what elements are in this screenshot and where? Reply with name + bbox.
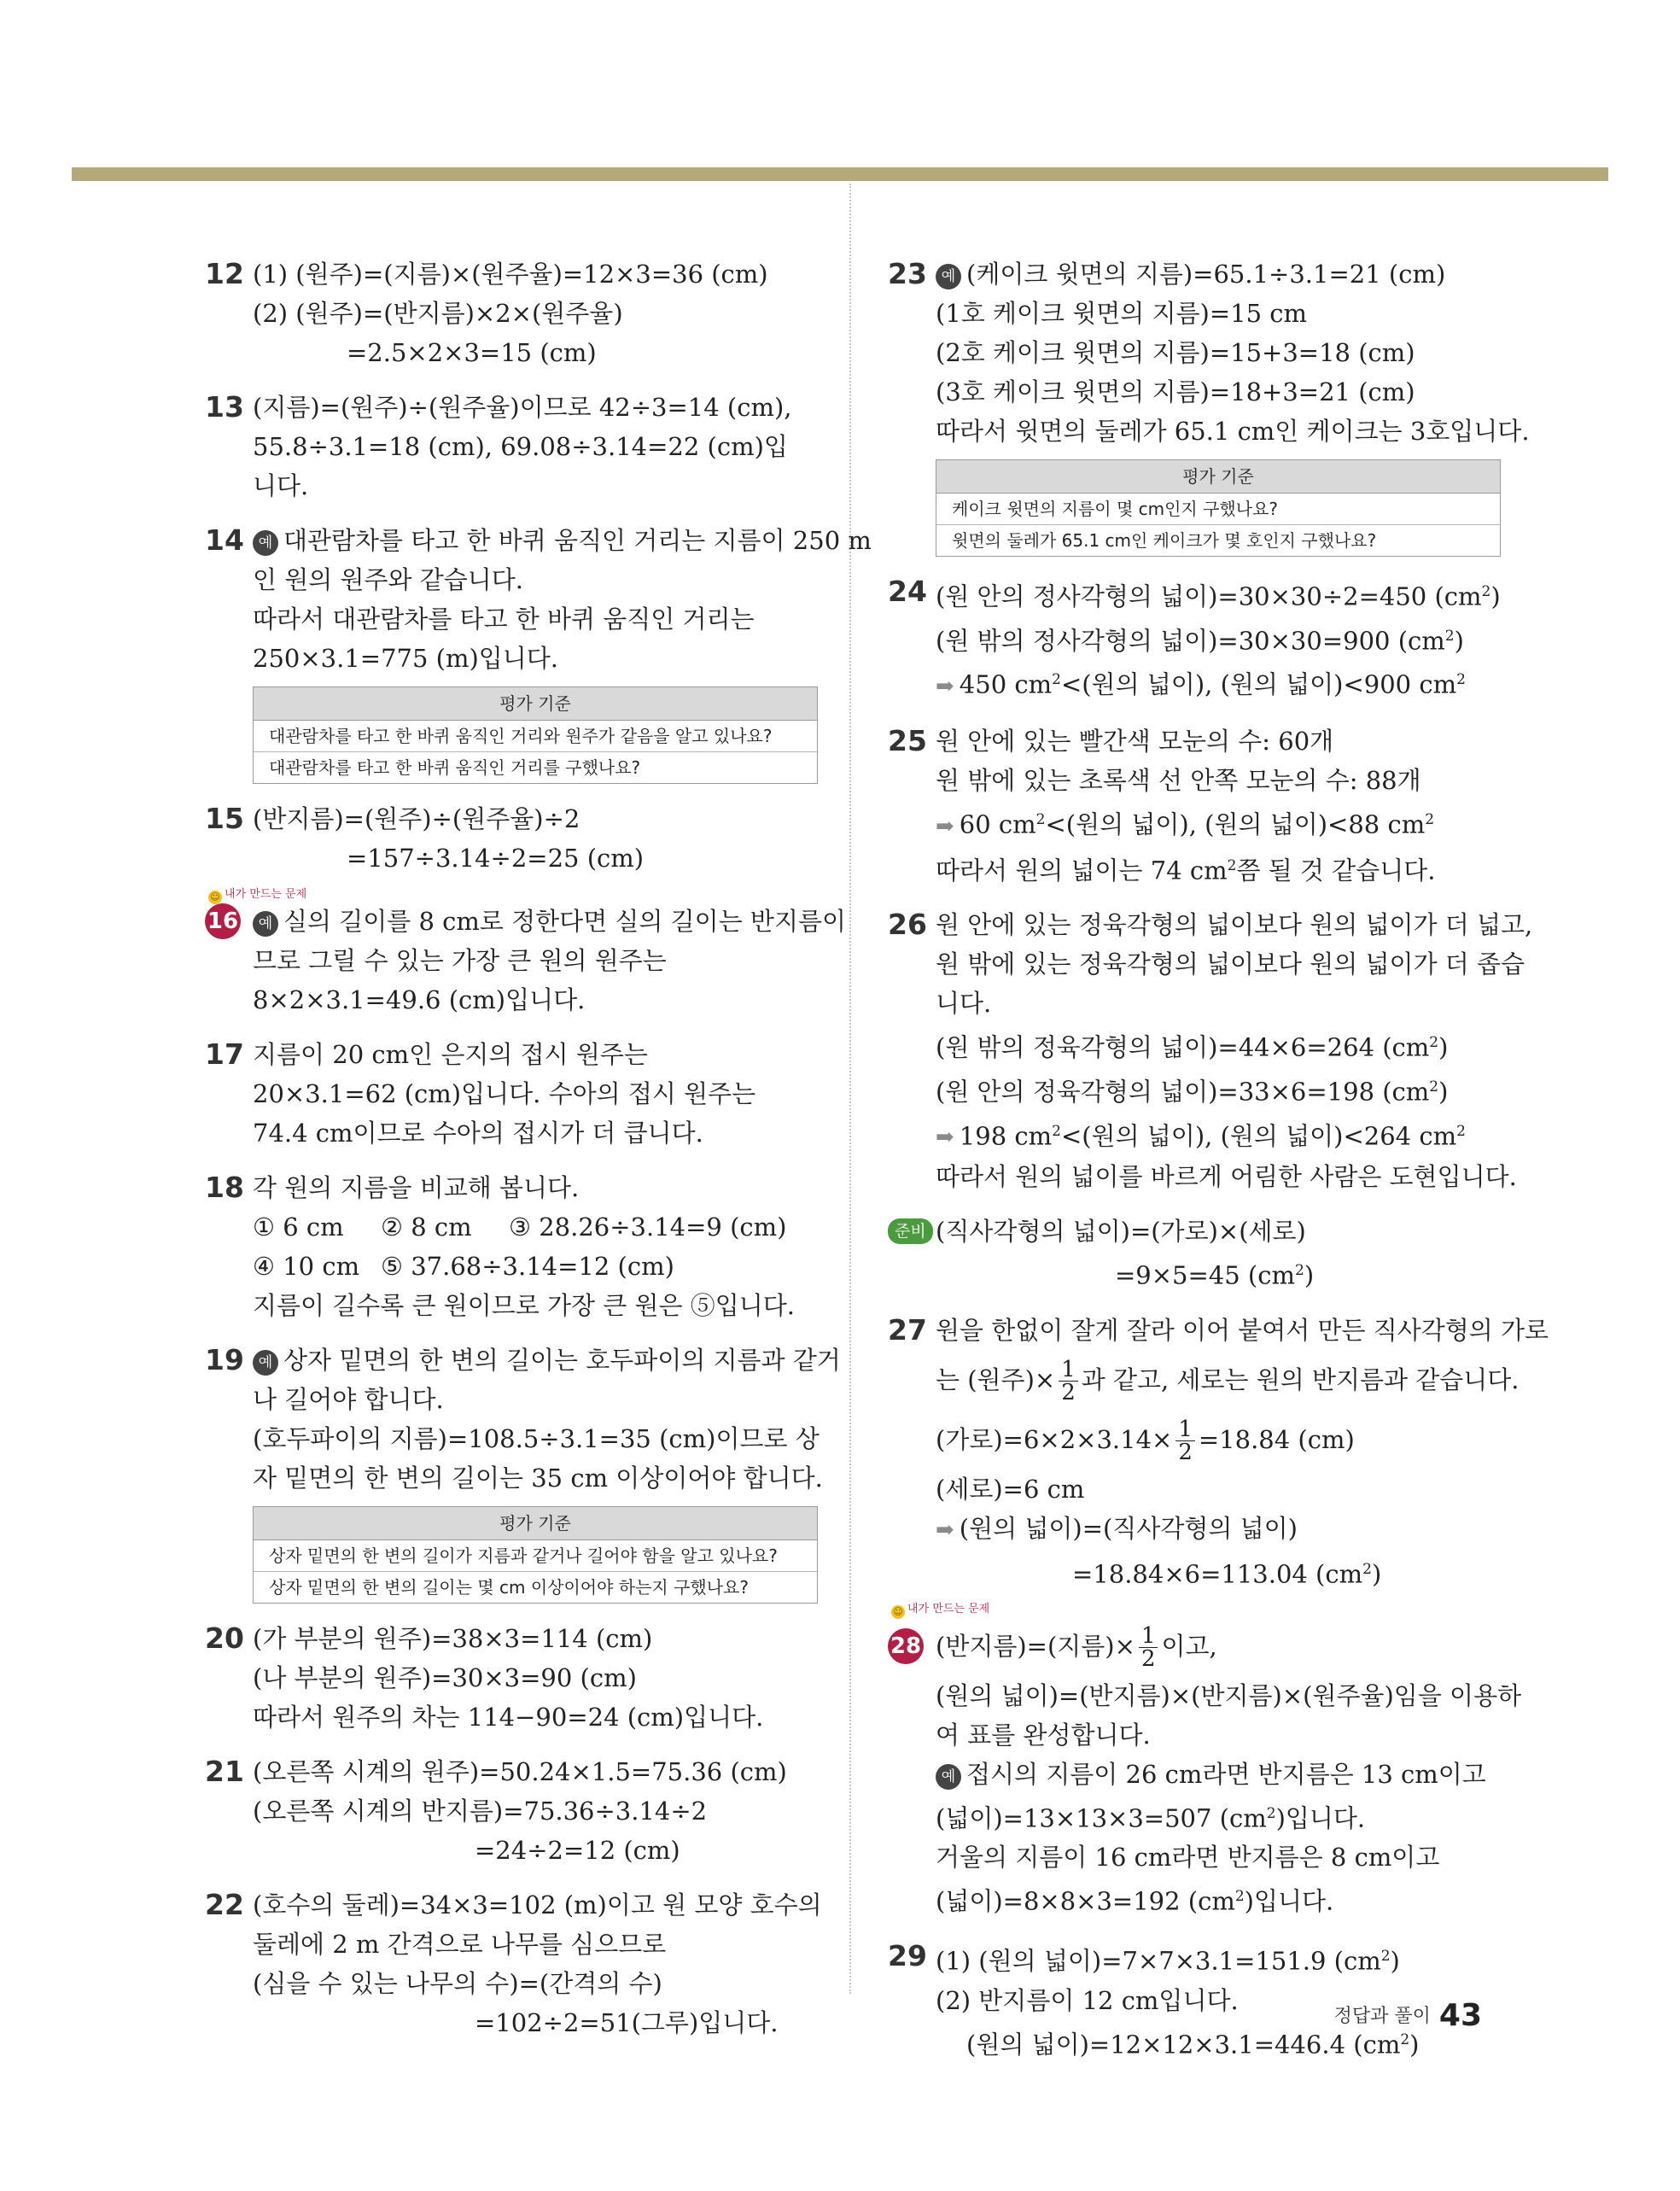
table-header: 평가 기준	[936, 460, 1500, 494]
problem-number: 13	[205, 390, 244, 424]
problem-number: 21	[205, 1755, 244, 1788]
table-header: 평가 기준	[254, 687, 817, 721]
text-line: 원 안에 있는 빨간색 모눈의 수: 60개	[936, 726, 1334, 756]
text-line: 자 밑면의 한 변의 길이는 35 cm 이상이어야 합니다.	[253, 1464, 823, 1493]
problem-number: 18	[205, 1171, 244, 1204]
left-column	[205, 254, 872, 2058]
answer-option: ④ 10 cm	[253, 1252, 360, 1281]
fraction: $\frac{1}{2}$	[1059, 1358, 1078, 1404]
text-line: 므로 그릴 수 있는 가장 큰 원의 원주는	[253, 946, 667, 975]
table-row: 상자 밑면의 한 변의 길이가 지름과 같거나 길어야 함을 알고 있나요?	[254, 1540, 817, 1572]
text-line: (세로)=6 cm	[936, 1474, 1085, 1504]
my-problem-tag: ☺ 내가 만드는 문제	[208, 885, 306, 904]
problem-number: 27	[888, 1312, 927, 1347]
text-line: (오른쪽 시계의 원주)=50.24×1.5=75.36 (cm)	[253, 1757, 787, 1786]
answer-option: ⑤ 37.68÷3.14=12 (cm)	[381, 1252, 674, 1281]
answer-option: ③ 28.26÷3.14=9 (cm)	[509, 1212, 787, 1242]
text-line: 따라서 윗면의 둘레가 65.1 cm인 케이크는 3호입니다.	[936, 417, 1530, 446]
arrow-icon: ➡	[936, 813, 954, 839]
problem-number: 19	[205, 1343, 244, 1376]
problem-number: 14	[205, 523, 244, 557]
problem-28: ☺ 내가 만드는 문제 28 (반지름)=(지름)× $\frac{1}{2}$ 이고, (원의 넓이)=(반지름)×(반지름)×(원주율)임을 이용하 여 표를 완성합니다. 예 접시의 지름이 26 cm라면 반지름은 13 cm이고 (넓이)=13×13×3=507 $(cm^2)$입니다. 거울의 지름이 16 cm라면 반지름은 8 cm이고 (넓이)=8×8×3=192 $(cm^2)$입니다.	[888, 1616, 1502, 1921]
evaluation-table	[253, 687, 818, 784]
text-line: (2호 케이크 윗면의 지름)=15+3=18 (cm)	[936, 338, 1415, 367]
text-line: 둘레에 2 m 간격으로 나무를 심으므로	[253, 1930, 667, 1959]
problem-29: 29 (1) (원의 넓이)=7×7×3.1=151.9 $(cm^2)$ (2) 반지름이 12 cm입니다. (원의 넓이)=12×12×3.1=446.4 $(cm^2)$	[888, 1937, 1502, 2064]
problem-14	[205, 521, 872, 784]
text-line: (오른쪽 시계의 반지름)=75.36÷3.14÷2	[253, 1797, 708, 1826]
answer-option: ② 8 cm	[381, 1212, 472, 1242]
right-column	[888, 254, 1549, 2079]
problem-16	[205, 888, 846, 1020]
problem-18	[205, 1168, 820, 1325]
fraction: $\frac{1}{2}$	[1139, 1625, 1158, 1670]
text-line: (호두파이의 지름)=108.5÷3.1=35 (cm)이므로 상	[253, 1424, 820, 1453]
problem-number-badge: 16	[205, 903, 241, 939]
problem-12	[205, 254, 820, 372]
problem-number: 20	[205, 1621, 244, 1655]
problem-number: 24	[888, 575, 927, 608]
text-line: 74.4 cm이므로 수아의 접시가 더 큽니다.	[253, 1119, 703, 1148]
text-line: =24÷2=12 (cm)	[475, 1836, 680, 1865]
problem-19	[205, 1341, 841, 1604]
text-line: 55.8÷3.1=18 (cm), 69.08÷3.14=22 (cm)입	[253, 432, 788, 461]
evaluation-table	[253, 1506, 818, 1604]
text-line: 원 밖에 있는 초록색 선 안쪽 모눈의 수: 88개	[936, 765, 1421, 795]
problem-22	[205, 1885, 820, 2042]
text-line: (반지름)=(원주)÷(원주율)÷2	[253, 804, 580, 833]
text-line: 거울의 지름이 16 cm라면 반지름은 8 cm이고	[936, 1843, 1440, 1873]
text-line: 원 밖에 있는 정육각형의 넓이보다 원의 넓이가 더 좁습	[936, 949, 1525, 979]
fraction: $\frac{1}{2}$	[1175, 1418, 1195, 1464]
page-number: 43	[1438, 1998, 1482, 2033]
problem-13	[205, 388, 820, 505]
text-line: (지름)=(원주)÷(원주율)이므로 42÷3=14 (cm),	[253, 393, 792, 422]
problem-21	[205, 1752, 820, 1870]
table-header: 평가 기준	[254, 1507, 817, 1540]
text-line: 나 길어야 합니다.	[253, 1385, 444, 1414]
problem-15	[205, 799, 820, 878]
text-line: =2.5×2×3=15 (cm)	[347, 338, 597, 367]
text-line: 8×2×3.1=49.6 (cm)입니다.	[253, 985, 586, 1014]
text-line: (3호 케이크 윗면의 지름)=18+3=21 (cm)	[936, 377, 1415, 406]
text-line: 따라서 원의 넓이를 바르게 어림한 사람은 도현입니다.	[936, 1162, 1517, 1192]
arrow-icon: ➡	[936, 1125, 954, 1151]
text-line: (1) (원주)=(지름)×(원주율)=12×3=36 (cm)	[253, 260, 768, 289]
text-line: (직사각형의 넓이)=(가로)×(세로)	[936, 1217, 1306, 1247]
text-line: (케이크 윗면의 지름)=65.1÷3.1=21 (cm)	[966, 260, 1446, 289]
header-rule	[72, 167, 1608, 181]
text-line: (심을 수 있는 나무의 수)=(간격의 수)	[253, 1969, 662, 1998]
problem-number: 15	[205, 802, 244, 835]
text-line: (나 부분의 원주)=30×3=90 (cm)	[253, 1663, 637, 1692]
problem-number: 25	[888, 723, 927, 757]
problem-27: 27 원을 한없이 잘게 잘라 이어 붙여서 만든 직사각형의 가로 는 (원주)× $\frac{1}{2}$ 과 같고, 세로는 원의 반지름과 같습니다. (가로)=6×2×3.14× $\frac{1}{2}$ =18.84 (cm) (세로)=6 cm ➡ (원의 넓이)=(직사각형의 넓이) =18.84×6=113.04 $(cm^2)$	[888, 1311, 1502, 1594]
problem-number: 17	[205, 1037, 244, 1071]
problem-number: 22	[205, 1888, 244, 1921]
text-line: 20×3.1=62 (cm)입니다. 수아의 접시 원주는	[253, 1079, 756, 1108]
text-line: 원 안에 있는 정육각형의 넓이보다 원의 넓이가 더 넓고,	[936, 910, 1533, 940]
prep-section: 준비 (직사각형의 넓이)=(가로)×(세로) =9×5=45 $(cm^2)$	[888, 1212, 1502, 1295]
example-mark: 예	[936, 264, 961, 289]
example-mark: 예	[936, 1764, 961, 1790]
problem-25: 25 원 안에 있는 빨간색 모눈의 수: 60개 원 밖에 있는 초록색 선 안쪽 모눈의 수: 88개 ➡ 60 $cm^2<$(원의 넓이), (원의 넓이)<88 $cm^2$ 따라서 원의 넓이는 74 $cm^2$쯤 될 것 같습니다.	[888, 722, 1502, 890]
text-line: =102÷2=51(그루)입니다.	[475, 2008, 779, 2037]
problem-number-badge: 28	[888, 1628, 924, 1664]
prep-badge: 준비	[888, 1218, 933, 1244]
text-line: 대관람차를 타고 한 바퀴 움직인 거리는 지름이 250 m	[283, 526, 872, 555]
evaluation-table	[936, 459, 1501, 557]
smile-icon: ☺	[891, 1605, 905, 1619]
table-row: 대관람차를 타고 한 바퀴 움직인 거리를 구했나요?	[269, 757, 641, 778]
example-mark: 예	[253, 1350, 278, 1376]
text-line: 따라서 원주의 차는 114−90=24 (cm)입니다.	[253, 1703, 764, 1732]
text-line: 따라서 대관람차를 타고 한 바퀴 움직인 거리는	[253, 605, 755, 634]
column-divider	[849, 184, 851, 1994]
footer-label: 정답과 풀이	[1333, 2006, 1431, 2027]
page-footer	[1334, 1998, 1482, 2033]
answer-option: ① 6 cm	[253, 1212, 344, 1242]
problem-number: 12	[205, 257, 244, 290]
arrow-icon: ➡	[936, 673, 954, 699]
problem-23	[888, 254, 1530, 557]
text-line: 니다.	[253, 471, 309, 500]
example-mark: 예	[253, 530, 278, 556]
problem-number: 26	[888, 908, 927, 942]
text-line: (가 부분의 원주)=38×3=114 (cm)	[253, 1624, 653, 1653]
text-line: (1호 케이크 윗면의 지름)=15 cm	[936, 299, 1308, 328]
text-line: 실의 길이를 8 cm로 정한다면 실의 길이는 반지름이	[283, 907, 846, 936]
arrow-icon: ➡	[936, 1516, 954, 1543]
problem-26: 26 원 안에 있는 정육각형의 넓이보다 원의 넓이가 더 넓고, 원 밖에 있는 정육각형의 넓이보다 원의 넓이가 더 좁습 니다. (원 밖의 정육각형의 넓이)=44×6=264 $(cm^2)$ (원 안의 정육각형의 넓이)=33×6=198 $(cm^2)$ ➡ 198 $cm^2<$(원의 넓이), (원의 넓이)<264 $cm^2$ 따라서 원의 넓이를 바르게 어림한 사람은 도현입니다.	[888, 905, 1502, 1196]
table-row: 대관람차를 타고 한 바퀴 움직인 거리와 원주가 같음을 알고 있나요?	[254, 721, 817, 752]
problem-number: 29	[888, 1938, 927, 1972]
text-line: 상자 밑면의 한 변의 길이는 호두파이의 지름과 같거	[283, 1346, 841, 1375]
text-line: (2) (원주)=(반지름)×2×(원주율)	[253, 299, 623, 328]
text-line: (2) 반지름이 12 cm입니다.	[936, 1985, 1239, 2015]
text-line: 지름이 20 cm인 은지의 접시 원주는	[253, 1040, 648, 1069]
text-line: 각 원의 지름을 비교해 봅니다.	[253, 1173, 580, 1202]
table-row: 케이크 윗면의 지름이 몇 cm인지 구했나요?	[936, 494, 1500, 525]
problem-17	[205, 1035, 820, 1153]
text-line: (호수의 둘레)=34×3=102 (m)이고 원 모양 호수의	[253, 1890, 822, 1919]
text-line: 니다.	[936, 989, 992, 1019]
text-line: 인 원의 원주와 같습니다.	[253, 565, 524, 594]
text-line: 여 표를 완성합니다.	[936, 1720, 1151, 1750]
text-line: (원의 넓이)=(반지름)×(반지름)×(원주율)임을 이용하	[936, 1680, 1522, 1710]
my-problem-tag: ☺ 내가 만드는 문제	[891, 1599, 989, 1619]
problem-20	[205, 1619, 820, 1737]
problem-24: 24 (원 안의 정사각형의 넓이)=30×30÷2=450 $(cm^2)$ (원 밖의 정사각형의 넓이)=30×30=900 $(cm^2)$ ➡ 450 $cm^2<$(원의 넓이), (원의 넓이)<900 $cm^2$	[888, 572, 1502, 706]
example-mark: 예	[253, 911, 278, 937]
problem-number: 23	[888, 257, 927, 290]
text-line: 원을 한없이 잘게 잘라 이어 붙여서 만든 직사각형의 가로	[936, 1315, 1549, 1345]
text-line: 250×3.1=775 (m)입니다.	[253, 644, 559, 673]
table-row: 상자 밑면의 한 변의 길이는 몇 cm 이상이어야 하는지 구했나요?	[269, 1577, 749, 1598]
smile-icon: ☺	[208, 891, 222, 904]
text-line: =157÷3.14÷2=25 (cm)	[347, 844, 645, 873]
text-line: 지름이 길수록 큰 원이므로 가장 큰 원은 ⑤입니다.	[253, 1291, 796, 1320]
table-row: 윗면의 둘레가 65.1 cm인 케이크가 몇 호인지 구했나요?	[952, 530, 1377, 551]
